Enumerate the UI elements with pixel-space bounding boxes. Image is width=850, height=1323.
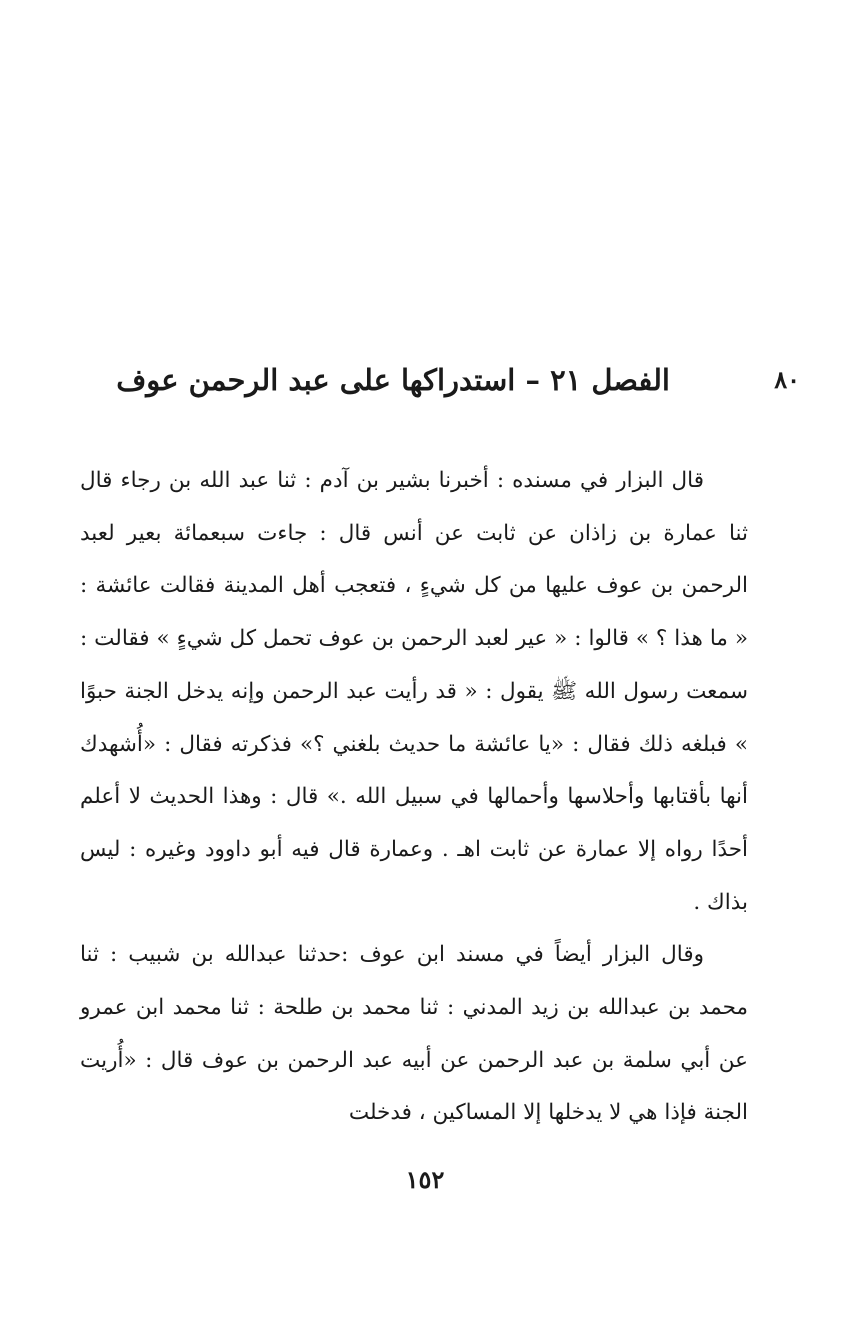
body-text xyxy=(80,455,748,1140)
page-number: ١٥٢ xyxy=(405,1165,445,1194)
chapter-header xyxy=(80,355,800,405)
paragraph: وقال البزار أيضاً في مسند ابن عوف :حدثنا عبدالله بن شبيب : ثنا محمد بن عبدالله بن زيد المدني : ثنا محمد بن طلحة : ثنا محمد ابن عمرو عن أبي سلمة بن عبد الرحمن عن أبيه عبد الرحمن بن عوف قال : «أُريت الجنة فإذا هي لا يدخلها إلا المساكين ، فدخلت xyxy=(80,942,748,1126)
chapter-header-number: ٨٠ xyxy=(774,365,800,394)
chapter-title: الفصل ٢١ – استدراكها على عبد الرحمن عوف xyxy=(116,363,670,397)
paragraph: قال البزار في مسنده : أخبرنا بشير بن آدم : ثنا عبد الله بن رجاء قال ثنا عمارة بن زاذان عن ثابت عن أنس قال : جاءت سبعمائة بعير لعبد الرحمن بن عوف عليها من كل شيءٍ ، فتعجب أهل المدينة فقالت عائشة : « ما هذا ؟ » قالوا : « عير لعبد الرحمن بن عوف تحمل كل شيءٍ » فقالت : سمعت رسول الله ﷺ يقول : « قد رأيت عبد الرحمن وإنه يدخل الجنة حبوًا » فبلغه ذلك فقال : «يا عائشة ما حديث بلغني ؟» فذكرته فقال : «أُشهدك أنها بأقتابها وأحلاسها وأحمالها في سبيل الله .» قال : وهذا الحديث لا أعلم أحدًا رواه إلا عمارة عن ثابت اهـ . وعمارة قال فيه أبو داوود وغيره : ليس بذاك . xyxy=(80,468,748,915)
